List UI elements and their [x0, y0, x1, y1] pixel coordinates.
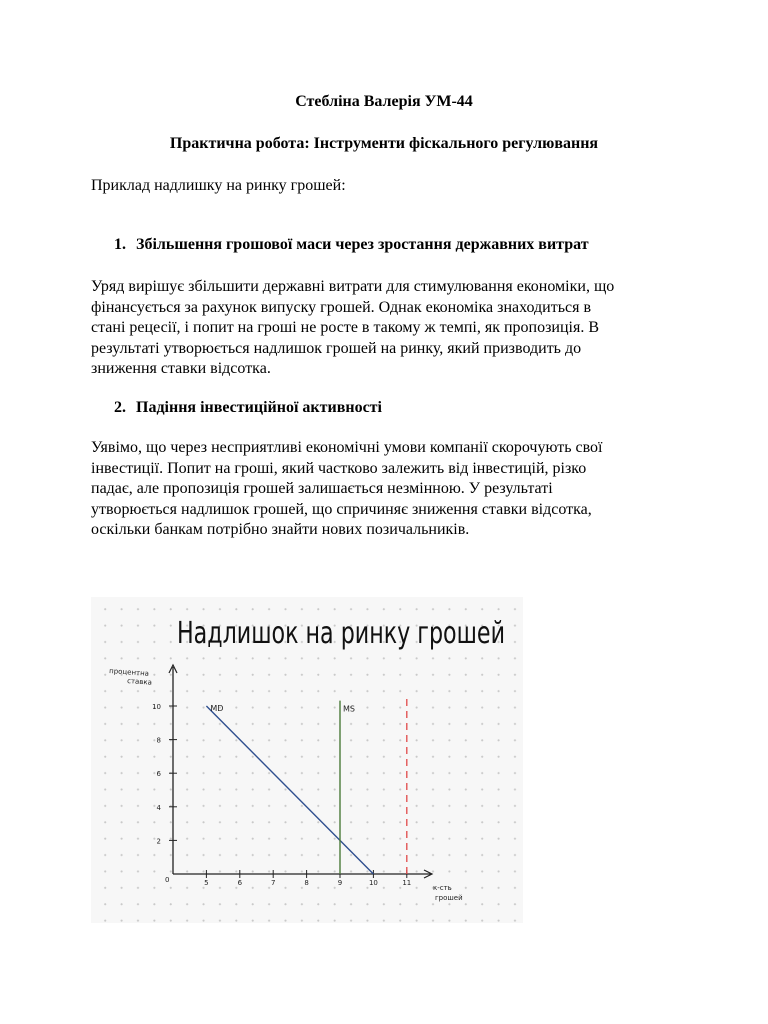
- md-series-label: MD: [210, 704, 224, 713]
- section-2-title: Падіння інвестиційної активності: [136, 399, 382, 416]
- paragraph-line: зниження ставки відсотка.: [91, 360, 271, 377]
- paragraph-line: стані рецесії, і попит на гроші не росте в такому ж темпі, як пропозиція. В: [91, 319, 600, 336]
- section-1-heading: [114, 236, 589, 254]
- x-tick-label: 8: [304, 879, 309, 887]
- paragraph-line: Уряд вирішує збільшити державні витрати для стимулювання економіки, що: [91, 278, 615, 295]
- paragraph-line: інвестиції. Попит на гроші, який частково залежить від інвестицій, різко: [91, 459, 587, 477]
- x-tick-label: 5: [204, 879, 209, 887]
- section-1-paragraph: [91, 277, 691, 380]
- y-tick-label: 2: [156, 837, 161, 846]
- chart-title: Надлишок на ринку грошей: [177, 616, 505, 651]
- section-2-number: 2.: [114, 399, 126, 416]
- section-1-number: 1.: [114, 236, 126, 253]
- section-2-heading: [114, 399, 382, 417]
- paragraph-line: падає, але пропозиція грошей залишається незмінною. У результаті: [91, 480, 553, 497]
- page-title: Практична робота: Інструменти фіскального регулювання: [169, 135, 599, 152]
- money-market-chart-image: [91, 597, 523, 923]
- author-line: Стебліна Валерія УМ-44: [295, 93, 473, 110]
- x-axis-label: грошей: [435, 894, 463, 902]
- section-1-title: Збільшення грошової маси через зростання державних витрат: [136, 236, 589, 253]
- paragraph-line: Уявімо, що через несприятливі економічні умови компанії скорочують свої: [91, 439, 603, 456]
- ms-series-label: MS: [343, 704, 355, 714]
- x-axis-label: к-сть: [433, 884, 452, 892]
- x-tick-label: 7: [270, 879, 276, 887]
- origin-label: 0: [165, 876, 170, 884]
- intro-text: Приклад надлишку на ринку грошей:: [91, 177, 346, 194]
- y-tick-label: 6: [156, 770, 161, 779]
- md-demand-line: [206, 706, 373, 874]
- chart-canvas: [91, 597, 523, 923]
- y-tick-label: 10: [152, 703, 161, 711]
- y-axis-label: процентна: [108, 667, 150, 678]
- y-axis-label: ставка: [126, 677, 153, 687]
- section-2-paragraph: [91, 438, 691, 541]
- paragraph-line: оскільки банкам потрібно знайти нових позичальників.: [91, 521, 470, 538]
- x-tick-label: 6: [237, 879, 243, 887]
- paragraph-line: фінансується за рахунок випуску грошей. Однак економіка знаходиться в: [91, 298, 592, 316]
- x-tick-label: 10: [368, 879, 378, 887]
- paragraph-line: результаті утворюється надлишок грошей на ринку, який призводить до: [91, 339, 582, 357]
- paragraph-line: утворюється надлишок грошей, що спричиняє зниження ставки відсотка,: [91, 500, 592, 518]
- x-tick-label: 9: [337, 879, 343, 887]
- y-tick-label: 4: [156, 803, 161, 812]
- x-tick-label: 11: [402, 879, 412, 887]
- y-tick-label: 8: [156, 736, 161, 745]
